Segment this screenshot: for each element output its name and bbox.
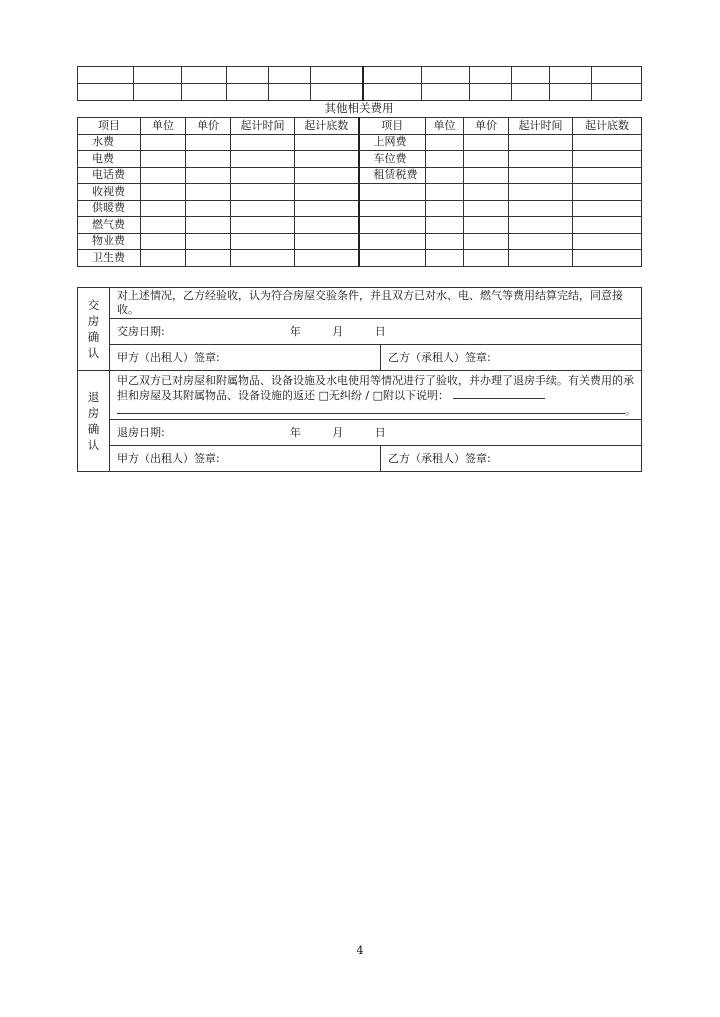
fee-cell	[231, 233, 295, 250]
header-cell: 起计时间	[509, 118, 573, 135]
side-char: 确	[87, 422, 100, 436]
fee-cell	[573, 184, 642, 201]
fee-item-label: 物业费	[78, 233, 141, 250]
year-label: 年	[289, 425, 301, 439]
fee-item-label: 供暖费	[78, 200, 141, 217]
fee-cell	[509, 151, 573, 168]
fee-item-label	[359, 250, 426, 267]
empty-cell	[363, 67, 422, 84]
fee-item-label: 上网费	[359, 134, 426, 151]
top-empty-table	[77, 66, 642, 101]
side-char: 认	[87, 438, 100, 452]
fee-cell	[186, 250, 231, 267]
header-cell: 起计时间	[231, 118, 295, 135]
handover-party-b-sign: 乙方（承租人）签章:	[381, 345, 642, 371]
confirmation-table	[77, 287, 642, 472]
fee-cell	[573, 233, 642, 250]
fee-cell	[141, 151, 186, 168]
fee-cell	[464, 200, 509, 217]
fee-cell	[186, 200, 231, 217]
fee-cell	[509, 134, 573, 151]
empty-cell	[134, 67, 182, 84]
side-char: 房	[87, 314, 100, 328]
checkout-statement-cell	[110, 371, 642, 420]
empty-cell	[78, 84, 134, 101]
fees-table	[77, 117, 642, 267]
fee-cell	[426, 184, 464, 201]
fee-item-label: 卫生费	[78, 250, 141, 267]
table-row	[78, 67, 642, 84]
fee-cell	[295, 200, 359, 217]
empty-cell	[422, 84, 470, 101]
month-label: 月	[332, 425, 344, 439]
empty-cell	[311, 84, 363, 101]
fee-item-label: 租赁税费	[359, 167, 426, 184]
empty-cell	[470, 84, 512, 101]
fee-cell	[573, 151, 642, 168]
checkout-side-label	[78, 371, 110, 472]
fees-row	[78, 217, 642, 234]
empty-cell	[269, 67, 311, 84]
fees-row	[78, 200, 642, 217]
fee-cell	[141, 184, 186, 201]
fee-cell	[573, 200, 642, 217]
fee-cell	[186, 167, 231, 184]
fee-cell	[141, 134, 186, 151]
side-char: 认	[87, 346, 100, 360]
fee-cell	[141, 217, 186, 234]
fees-row	[78, 167, 642, 184]
fee-cell	[426, 151, 464, 168]
fee-cell	[464, 134, 509, 151]
handover-statement-row	[78, 288, 642, 319]
empty-cell	[269, 84, 311, 101]
empty-cell	[470, 67, 512, 84]
fee-item-label: 电话费	[78, 167, 141, 184]
fee-cell	[426, 167, 464, 184]
fees-row	[78, 134, 642, 151]
fee-cell	[464, 250, 509, 267]
empty-cell	[182, 84, 227, 101]
fees-row	[78, 250, 642, 267]
fee-cell	[295, 134, 359, 151]
fee-cell	[231, 184, 295, 201]
fee-cell	[231, 250, 295, 267]
fee-cell	[186, 233, 231, 250]
side-char: 交	[87, 298, 100, 312]
fee-cell	[426, 250, 464, 267]
checkbox-attached-note[interactable]: □附以下说明：	[372, 388, 450, 402]
fee-cell	[295, 250, 359, 267]
handover-date-label: 交房日期:	[117, 324, 165, 338]
checkout-party-a-sign: 甲方（出租人）签章:	[110, 446, 381, 472]
empty-cell	[182, 67, 227, 84]
fee-item-label: 车位费	[359, 151, 426, 168]
checkout-statement-row	[78, 371, 642, 420]
fee-cell	[141, 250, 186, 267]
empty-cell	[363, 84, 422, 101]
fee-cell	[573, 167, 642, 184]
fee-cell	[426, 134, 464, 151]
fee-cell	[186, 134, 231, 151]
fee-cell	[141, 200, 186, 217]
fee-cell	[231, 134, 295, 151]
header-cell: 单位	[426, 118, 464, 135]
handover-date-cell	[110, 319, 642, 345]
empty-cell	[550, 84, 592, 101]
month-label: 月	[332, 324, 344, 338]
fee-cell	[231, 151, 295, 168]
checkout-date-row	[78, 420, 642, 446]
header-cell: 单位	[141, 118, 186, 135]
fee-cell	[141, 167, 186, 184]
empty-cell	[512, 67, 550, 84]
empty-cell	[134, 84, 182, 101]
fee-item-label	[359, 217, 426, 234]
header-cell: 单价	[186, 118, 231, 135]
fee-item-label	[359, 233, 426, 250]
end-mark: 。	[625, 403, 636, 417]
side-char: 房	[87, 406, 100, 420]
header-cell: 项目	[78, 118, 141, 135]
empty-cell	[592, 67, 642, 84]
fee-item-label: 电费	[78, 151, 141, 168]
table-row	[78, 84, 642, 101]
empty-cell	[227, 84, 269, 101]
side-char: 退	[87, 390, 100, 404]
fee-cell	[464, 151, 509, 168]
fee-cell	[509, 184, 573, 201]
fee-cell	[573, 217, 642, 234]
fee-cell	[509, 200, 573, 217]
fee-item-label	[359, 200, 426, 217]
empty-cell	[311, 67, 363, 84]
handover-sign-row	[78, 345, 642, 371]
empty-cell	[78, 67, 134, 84]
fee-cell	[573, 134, 642, 151]
note-blank-line[interactable]	[117, 403, 625, 414]
checkout-sign-row	[78, 446, 642, 472]
fees-header-row	[78, 118, 642, 135]
checkout-statement: 甲乙双方已对房屋和附属物品、设备设施及水电使用等情况进行了验收，并办理了退房手续。有关费用的承担和房屋及其附属物品、设备设施的返还	[117, 373, 634, 402]
fee-cell	[295, 217, 359, 234]
fee-cell	[426, 200, 464, 217]
checkout-date-cell	[110, 420, 642, 446]
fee-item-label: 收视费	[78, 184, 141, 201]
fee-cell	[426, 217, 464, 234]
fee-cell	[509, 250, 573, 267]
fee-cell	[464, 217, 509, 234]
fee-cell	[509, 233, 573, 250]
checkbox-no-dispute[interactable]: □无纠纷	[318, 388, 362, 402]
header-cell: 单价	[464, 118, 509, 135]
option-separator: /	[365, 388, 370, 402]
fee-item-label: 燃气费	[78, 217, 141, 234]
empty-cell	[512, 84, 550, 101]
header-cell: 项目	[359, 118, 426, 135]
fee-cell	[509, 167, 573, 184]
empty-cell	[422, 67, 470, 84]
handover-side-label	[78, 288, 110, 371]
side-char: 确	[87, 330, 100, 344]
fee-cell	[186, 217, 231, 234]
fee-cell	[295, 151, 359, 168]
fee-cell	[231, 167, 295, 184]
fee-cell	[141, 233, 186, 250]
header-cell: 起计底数	[573, 118, 642, 135]
fee-item-label	[359, 184, 426, 201]
day-label: 日	[374, 425, 386, 439]
fee-cell	[186, 184, 231, 201]
fees-row	[78, 184, 642, 201]
fee-cell	[464, 233, 509, 250]
fee-cell	[295, 233, 359, 250]
empty-cell	[550, 67, 592, 84]
checkout-party-b-sign: 乙方（承租人）签章:	[381, 446, 642, 472]
fees-row	[78, 233, 642, 250]
note-blank-line[interactable]	[453, 388, 545, 399]
empty-cell	[592, 84, 642, 101]
fee-cell	[186, 151, 231, 168]
header-cell: 起计底数	[295, 118, 359, 135]
checkout-date-label: 退房日期:	[117, 425, 165, 439]
fees-row	[78, 151, 642, 168]
fee-cell	[295, 167, 359, 184]
day-label: 日	[374, 324, 386, 338]
year-label: 年	[289, 324, 301, 338]
fee-cell	[509, 217, 573, 234]
fee-cell	[426, 233, 464, 250]
fee-cell	[464, 184, 509, 201]
fees-table-title: 其他相关费用	[324, 101, 394, 115]
page-number: 4	[356, 944, 364, 957]
fee-cell	[464, 167, 509, 184]
empty-cell	[227, 67, 269, 84]
handover-date-row	[78, 319, 642, 345]
fee-cell	[231, 200, 295, 217]
fee-cell	[295, 184, 359, 201]
fee-cell	[573, 250, 642, 267]
fee-cell	[231, 217, 295, 234]
handover-party-a-sign: 甲方（出租人）签章:	[110, 345, 381, 371]
fee-item-label: 水费	[78, 134, 141, 151]
handover-statement: 对上述情况，乙方经验收，认为符合房屋交验条件，并且双方已对水、电、燃气等费用结算完结，同意接收。	[110, 288, 642, 319]
